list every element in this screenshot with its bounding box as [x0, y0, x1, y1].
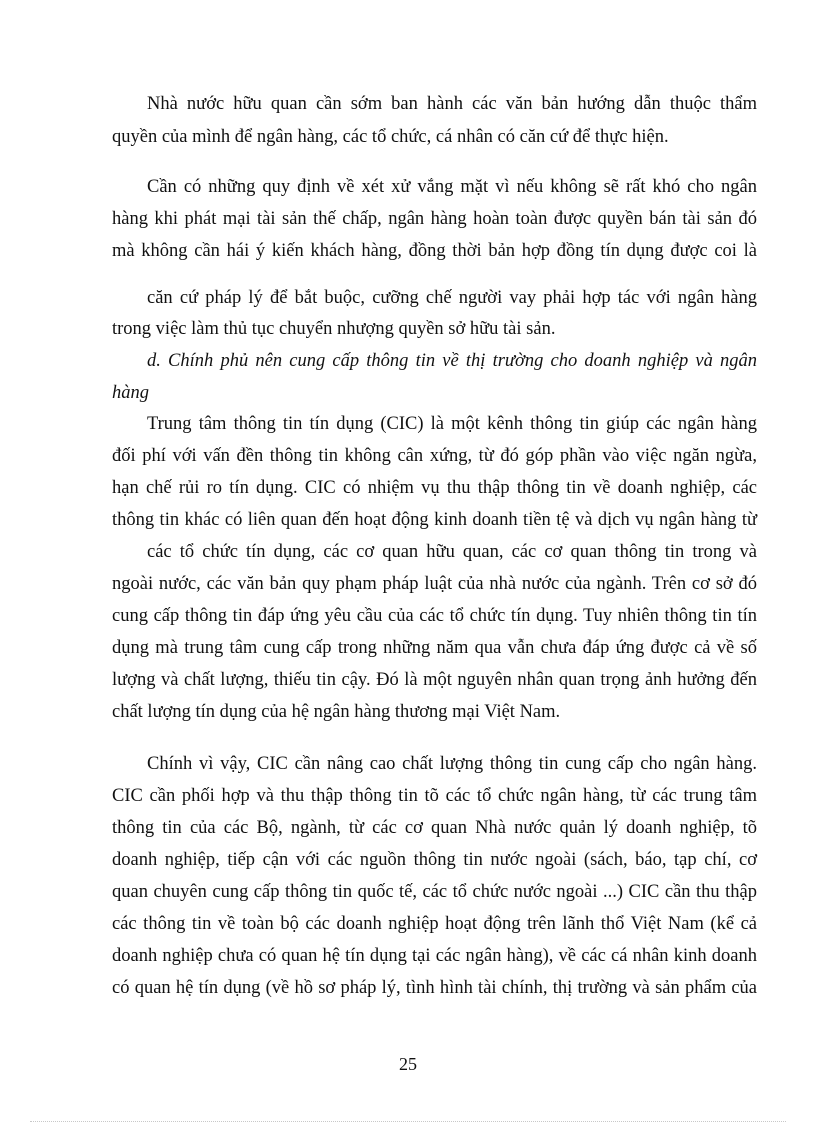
text-line: thông tin khác có liên quan đến hoạt động kinh doanh tiền tệ và dịch vụ ngân hàng từ: [112, 510, 757, 530]
text-line: hạn chế rủi ro tín dụng. CIC có nhiệm vụ thu thập thông tin về doanh nghiệp, các: [112, 478, 757, 498]
text-line: các tổ chức tín dụng, các cơ quan hữu quan, các cơ quan thông tin trong và: [147, 542, 757, 562]
text-line: quan chuyên cung cấp thông tin quốc tế, các tổ chức nước ngoài ...) CIC cần thu thập: [112, 882, 757, 902]
text-line: Trung tâm thông tin tín dụng (CIC) là một kênh thông tin giúp các ngân hàng: [147, 414, 757, 434]
text-line: cung cấp thông tin đáp ứng yêu cầu của các tổ chức tín dụng. Tuy nhiên thông tin tín: [112, 606, 757, 626]
text-line: mà không cần hái ý kiến khách hàng, đồng thời bản hợp đồng tín dụng được coi là: [112, 241, 757, 261]
text-line: hàng khi phát mại tài sản thế chấp, ngân hàng hoàn toàn được quyền bán tài sản đó: [112, 209, 757, 229]
text-line: chất lượng tín dụng của hệ ngân hàng thương mại Việt Nam.: [112, 702, 561, 722]
text-line: đối phí với vấn đền thông tin không cân xứng, từ đó góp phần vào việc ngăn ngừa,: [112, 446, 757, 466]
section-heading: hàng: [112, 383, 149, 403]
text-line: dụng mà trung tâm cung cấp trong những năm qua vẫn chưa đáp ứng được cả về số: [112, 638, 757, 658]
footer-divider: [30, 1121, 786, 1122]
text-line: ngoài nước, các văn bản quy phạm pháp luật của nhà nước của ngành. Trên cơ sở đó: [112, 574, 757, 594]
text-line: quyền của mình để ngân hàng, các tổ chức, cá nhân có căn cứ để thực hiện.: [112, 127, 669, 147]
section-heading: d. Chính phủ nên cung cấp thông tin về thị trường cho doanh nghiệp và ngân: [147, 351, 757, 371]
text-line: lượng và chất lượng, thiếu tin cậy. Đó là một nguyên nhân quan trọng ảnh hưởng đến: [112, 670, 757, 690]
text-line: Chính vì vậy, CIC cần nâng cao chất lượng thông tin cung cấp cho ngân hàng.: [147, 754, 757, 774]
text-line: căn cứ pháp lý để bắt buộc, cưỡng chế người vay phải hợp tác với ngân hàng: [147, 288, 757, 308]
text-line: CIC cần phối hợp và thu thập thông tin tõ các tổ chức ngân hàng, từ các trung tâm: [112, 786, 757, 806]
page-number: 25: [399, 1054, 417, 1074]
text-line: Cần có những quy định về xét xử vắng mặt vì nếu không sẽ rất khó cho ngân: [147, 177, 757, 197]
text-line: doanh nghiệp chưa có quan hệ tín dụng tại các ngân hàng), về các cá nhân kinh doanh: [112, 946, 757, 966]
text-line: có quan hệ tín dụng (về hồ sơ pháp lý, tình hình tài chính, thị trường và sản phẩm của: [112, 978, 757, 998]
text-line: doanh nghiệp, tiếp cận với các nguồn thông tin nước ngoài (sách, báo, tạp chí, cơ: [112, 850, 757, 870]
text-line: trong việc làm thủ tục chuyển nhượng quyền sở hữu tài sản.: [112, 319, 556, 339]
text-line: các thông tin về toàn bộ các doanh nghiệp hoạt động trên lãnh thổ Việt Nam (kể cả: [112, 914, 757, 934]
text-line: Nhà nước hữu quan cần sớm ban hành các văn bản hướng dẫn thuộc thẩm: [147, 94, 757, 114]
text-line: thông tin của các Bộ, ngành, từ các cơ quan Nhà nước quản lý doanh nghiệp, tõ: [112, 818, 757, 838]
